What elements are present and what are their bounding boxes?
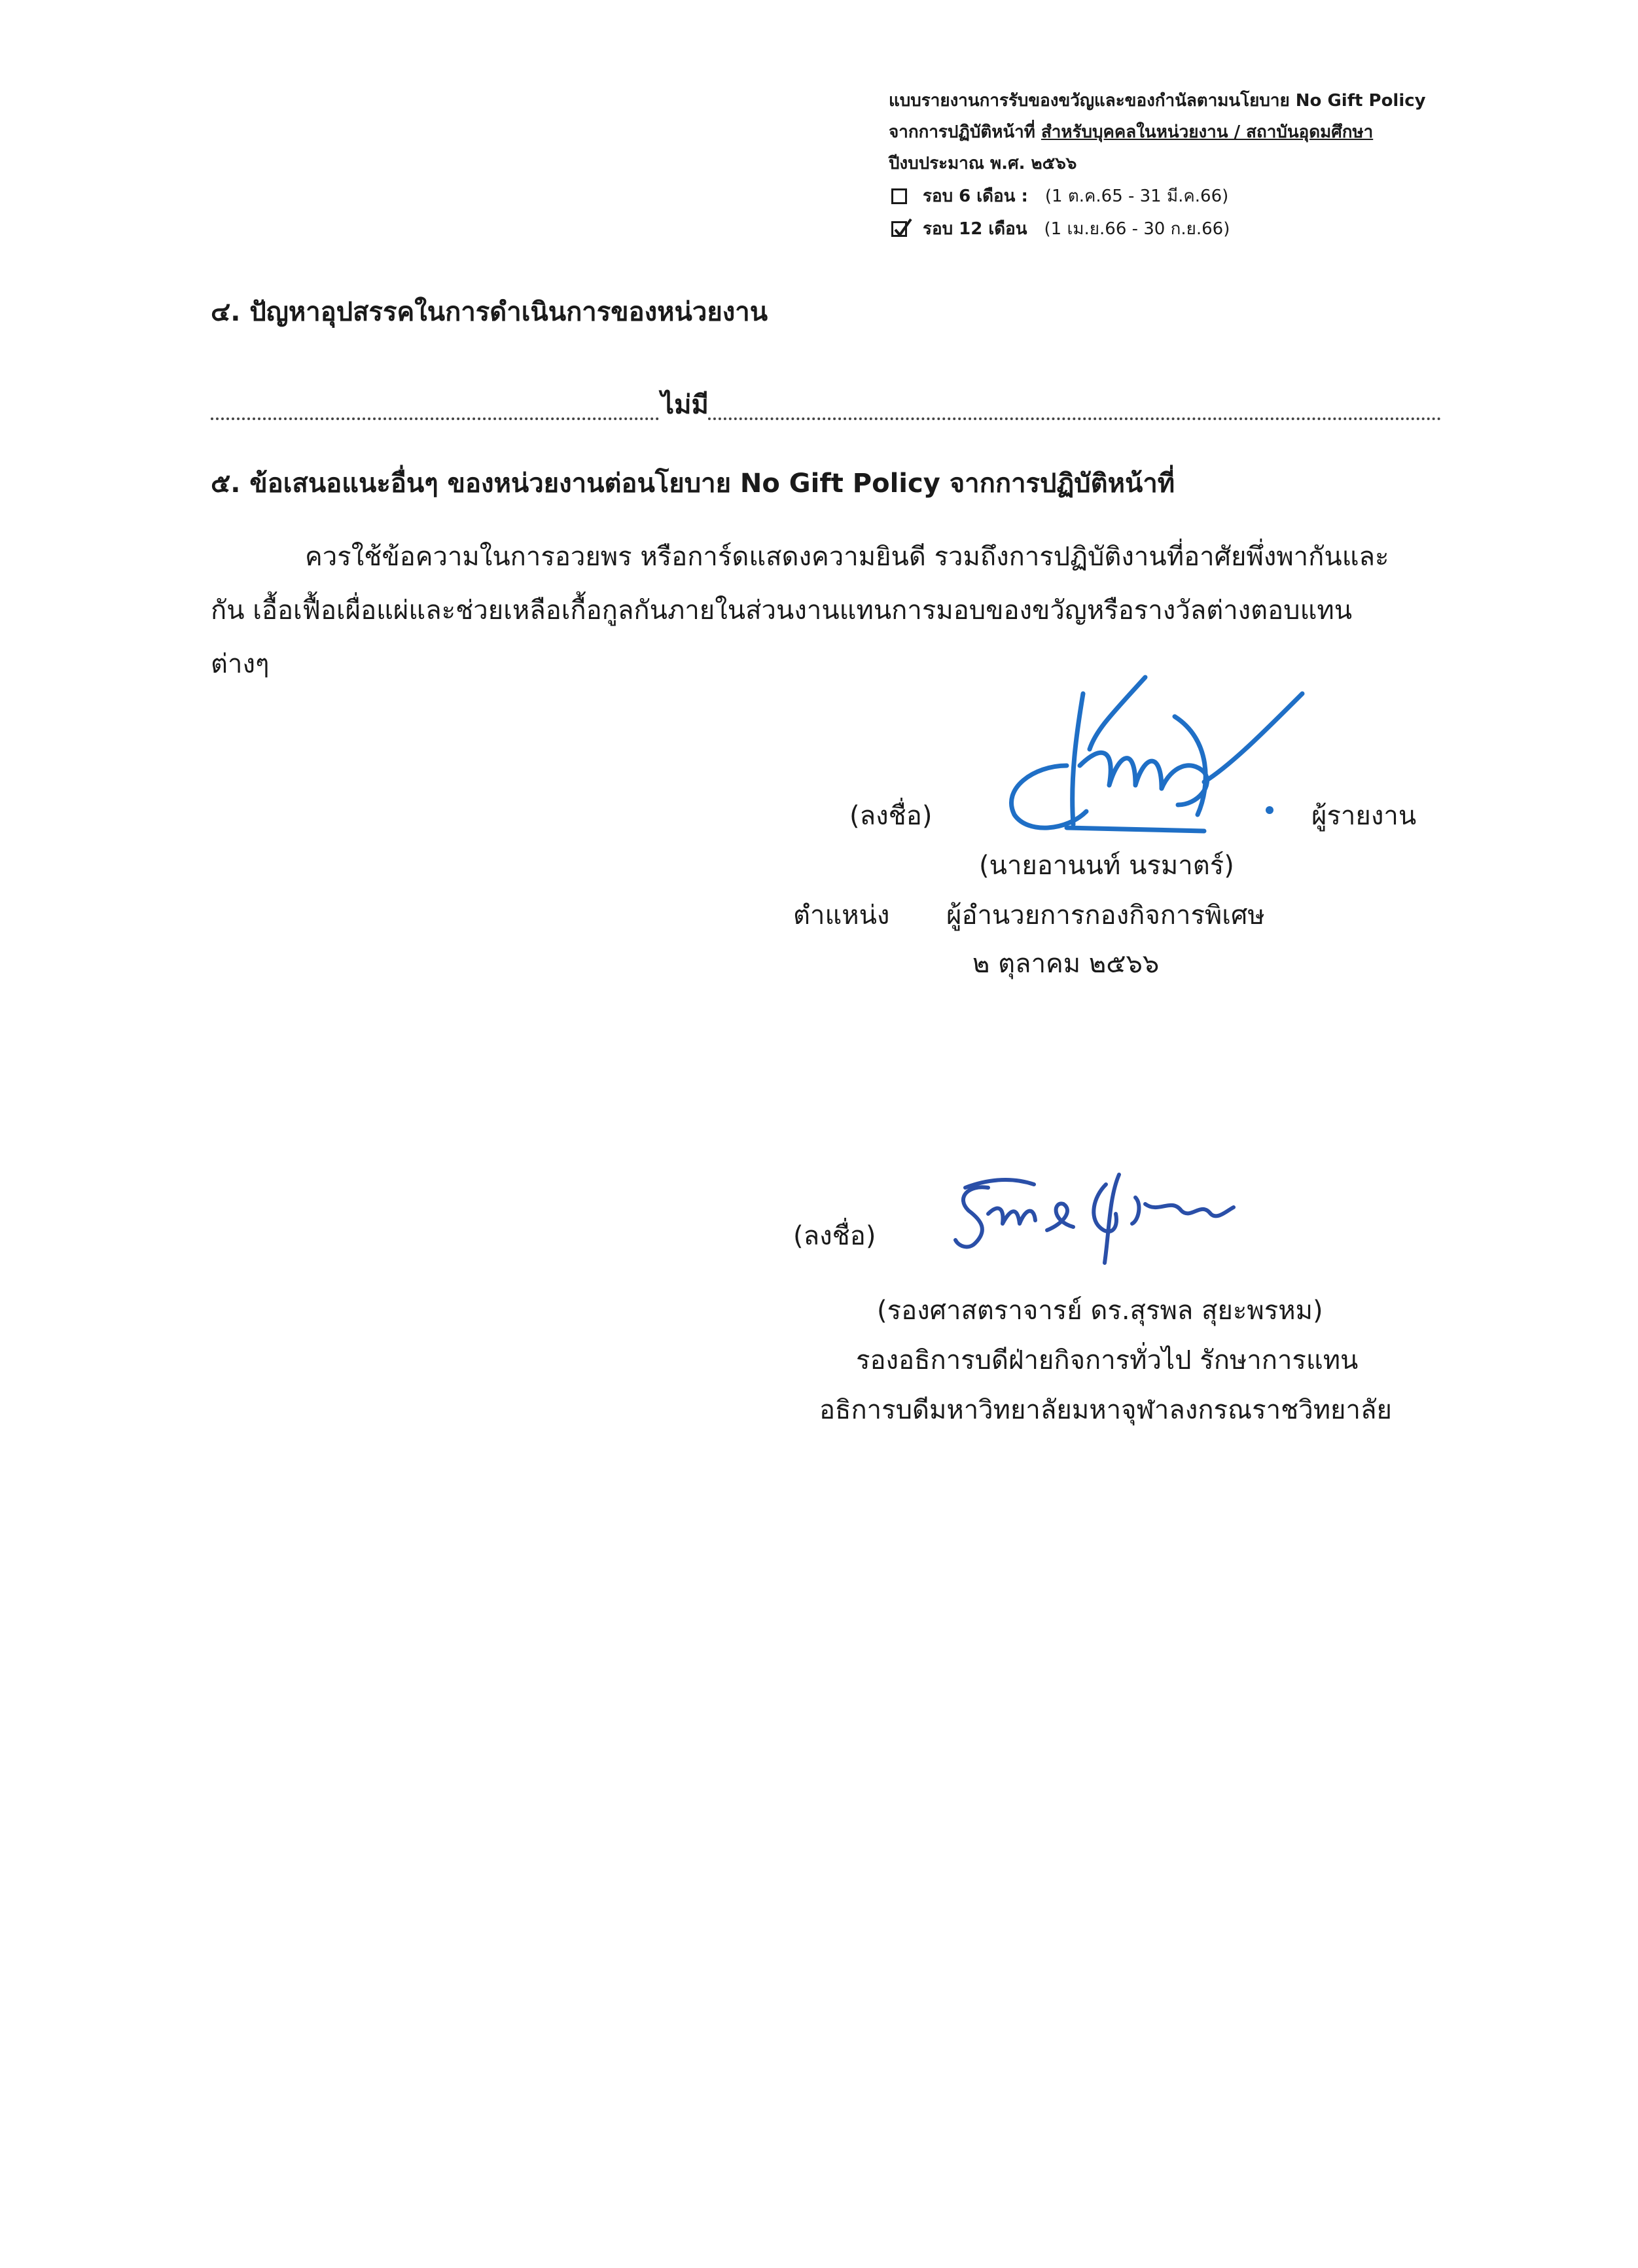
fiscal-year: ปีงบประมาณ พ.ศ. ๒๕๖๖ xyxy=(889,154,1077,173)
signer-1-role: ผู้รายงาน xyxy=(1311,801,1417,831)
signer-1-signature xyxy=(988,667,1315,844)
signer-2-sign-label: (ลงชื่อ) xyxy=(793,1221,876,1251)
section-5-body-line-1: ควรใช้ข้อความในการอวยพร หรือการ์ดแสดงความยินดี รวมถึงการปฏิบัติงานที่อาศัยพึ่งพากันและ xyxy=(305,542,1389,572)
signer-2-position-1: รองอธิการบดีฝ่ายกิจการทั่วไป รักษาการแทน xyxy=(856,1345,1359,1375)
signer-1-date: ๒ ตุลาคม ๒๕๖๖ xyxy=(972,949,1160,979)
signer-1-position-label: ตำแหน่ง xyxy=(793,900,890,930)
section-5-heading: ๕. ข้อเสนอแนะอื่นๆ ของหน่วยงานต่อนโยบาย No Gift Policy จากการปฏิบัติหน้าที่ xyxy=(211,469,1175,499)
round-12-range: (1 เม.ย.66 - 30 ก.ย.66) xyxy=(1044,219,1230,239)
checkmark-icon xyxy=(891,217,914,239)
signer-2-position-2: อธิการบดีมหาวิทยาลัยมหาจุฬาลงกรณราชวิทยาลัย xyxy=(819,1395,1392,1425)
section-5-body-line-2: กัน เอื้อเฟื้อเผื่อแผ่และช่วยเหลือเกื้อกูลกันภายในส่วนงานแทนการมอบของขวัญหรือรางวัลต่างตอบแทน xyxy=(211,595,1353,626)
section-4-answer-line xyxy=(211,390,1441,423)
round-12-label: รอบ 12 เดือน xyxy=(923,219,1027,239)
form-subtitle-prefix: จากการปฏิบัติหน้าที่ xyxy=(889,122,1041,142)
round-6-range: (1 ต.ค.65 - 31 มี.ค.66) xyxy=(1044,186,1229,206)
signer-1-position: ผู้อำนวยการกองกิจการพิเศษ xyxy=(946,900,1265,930)
section-4-answer: ไม่มี xyxy=(661,390,709,420)
signer-2-name: (รองศาสตราจารย์ ดร.สุรพล สุยะพรหม) xyxy=(877,1296,1323,1326)
form-title: แบบรายงานการรับของขวัญและของกำนัลตามนโยบาย No Gift Policy xyxy=(889,91,1426,111)
round-6-row xyxy=(891,181,1228,212)
round-6-checkbox[interactable] xyxy=(891,188,907,204)
signer-1-name: (นายอานนท์ นรมาตร์) xyxy=(979,851,1234,881)
section-5-body-line-3: ต่างๆ xyxy=(211,649,270,679)
round-12-row xyxy=(891,213,1230,245)
dotted-leader-right xyxy=(708,417,1441,420)
form-subtitle-target: สำหรับบุคคลในหน่วยงาน / สถาบันอุดมศึกษา xyxy=(1041,122,1374,142)
signer-1-sign-label: (ลงชื่อ) xyxy=(849,801,933,831)
round-6-label: รอบ 6 เดือน : xyxy=(923,186,1028,206)
dotted-leader-left xyxy=(211,417,659,420)
form-subtitle xyxy=(889,116,1373,148)
section-4-heading: ๔. ปัญหาอุปสรรคในการดำเนินการของหน่วยงาน xyxy=(211,297,768,327)
signer-2-signature xyxy=(942,1158,1243,1276)
round-12-checkbox[interactable] xyxy=(891,221,907,237)
